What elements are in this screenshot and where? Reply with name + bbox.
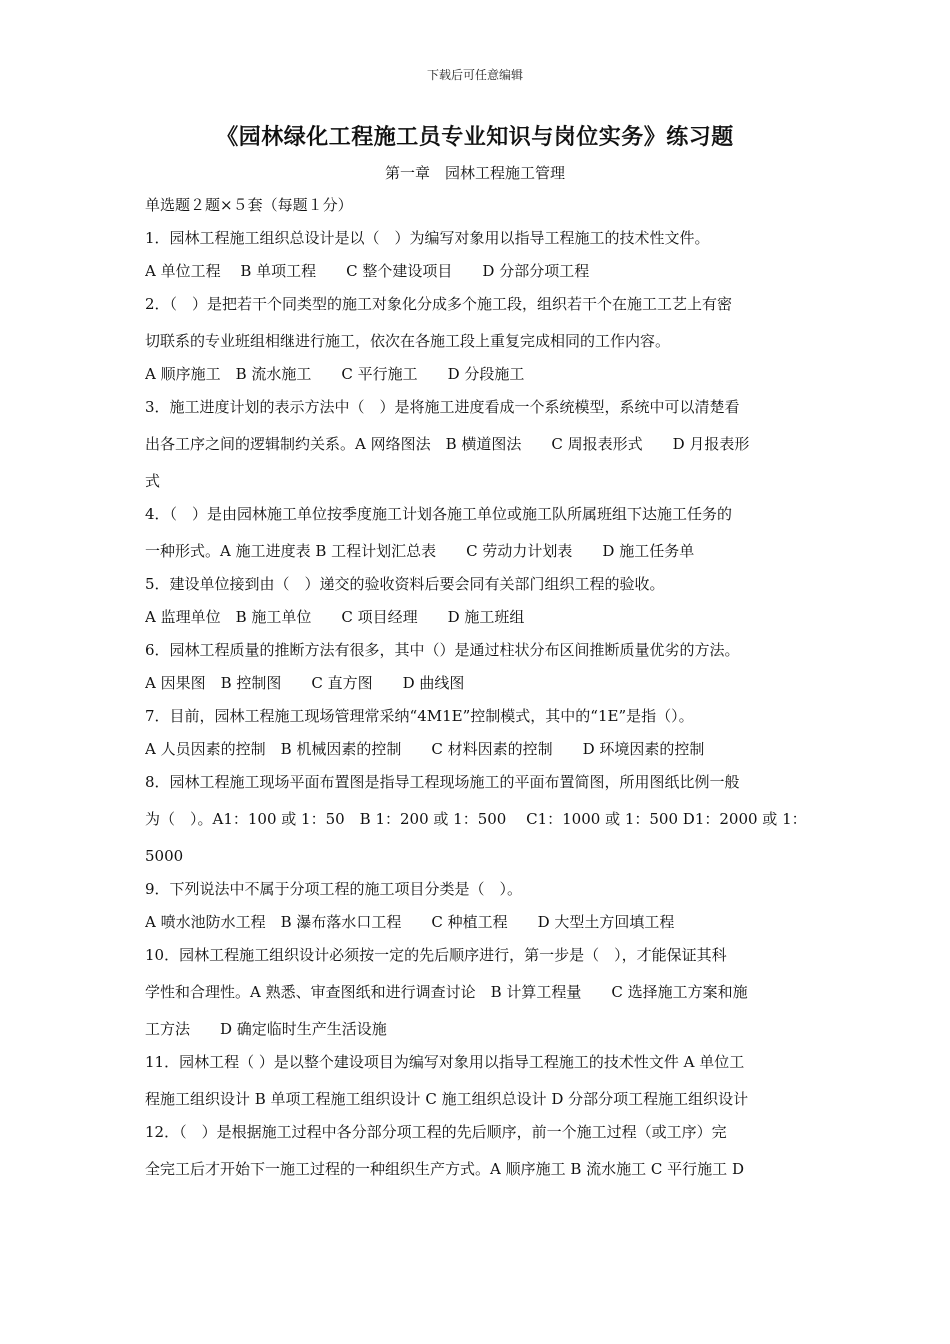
text-line: 5000	[145, 847, 184, 865]
text-line: A 喷水池防水工程 B 瀑布落水口工程 C 种植工程 D 大型土方回填工程	[145, 913, 675, 931]
text-line: A 因果图 B 控制图 C 直方图 D 曲线图	[145, 674, 465, 692]
text-line: 式	[145, 472, 161, 490]
text-line: 工方法 D 确定临时生产生活设施	[145, 1020, 387, 1038]
text-line: A 人员因素的控制 B 机械因素的控制 C 材料因素的控制 D 环境因素的控制	[145, 740, 705, 758]
document-title: 《园林绿化工程施工员专业知识与岗位实务》练习题	[216, 125, 734, 150]
text-line: 7．目前，园林工程施工现场管理常采纳“4M1E”控制模式，其中的“1E”是指（）。	[145, 707, 694, 725]
text-line: 10．园林工程施工组织设计必须按一定的先后顺序进行，第一步是（ ），才能保证其科	[145, 946, 727, 964]
text-line: A 顺序施工 B 流水施工 C 平行施工 D 分段施工	[145, 365, 525, 383]
text-line: 1．园林工程施工组织总设计是以（ ）为编写对象用以指导工程施工的技术性文件。	[145, 229, 710, 247]
page-header: 下载后可任意编辑	[426, 68, 523, 82]
text-line: 4．（ ）是由园林施工单位按季度施工计划各施工单位或施工队所属班组下达施工任务的	[145, 505, 733, 523]
text-line: 12．（ ）是根据施工过程中各分部分项工程的先后顺序，前一个施工过程（或工序）完	[145, 1123, 727, 1141]
text-line: 6．园林工程质量的推断方法有很多，其中（）是通过柱状分布区间推断质量优劣的方法。	[145, 641, 740, 659]
document-body	[145, 194, 807, 1191]
text-line: 11．园林工程（ ）是以整个建设项目为编写对象用以指导工程施工的技术性文件 A 单位工	[145, 1053, 745, 1071]
chapter-heading: 第一章 园林工程施工管理	[384, 164, 565, 182]
text-line: 一种形式。A 施工进度表 B 工程计划汇总表 C 劳动力计划表 D 施工任务单	[145, 542, 695, 560]
text-line: 9．下列说法中不属于分项工程的施工项目分类是（ ）。	[145, 880, 523, 898]
text-line: 出各工序之间的逻辑制约关系。A 网络图法 B 横道图法 C 周报表形式 D 月报表形	[145, 435, 750, 453]
text-line: A 监理单位 B 施工单位 C 项目经理 D 施工班组	[145, 608, 525, 626]
text-line: 切联系的专业班组相继进行施工，依次在各施工段上重复完成相同的工作内容。	[145, 332, 671, 350]
text-line: 5．建设单位接到由（ ）递交的验收资料后要会同有关部门组织工程的验收。	[145, 575, 665, 593]
text-line: 3．施工进度计划的表示方法中（ ）是将施工进度看成一个系统模型，系统中可以清楚看	[145, 398, 740, 416]
text-line: 学性和合理性。A 熟悉、审查图纸和进行调查讨论 B 计算工程量 C 选择施工方案和施	[145, 983, 748, 1001]
text-line: 全完工后才开始下一施工过程的一种组织生产方式。A 顺序施工 B 流水施工 C 平行施工 D	[145, 1160, 744, 1178]
text-line: 程施工组织设计 B 单项工程施工组织设计 C 施工组织总设计 D 分部分项工程施工组织设计	[145, 1090, 749, 1108]
text-line: 8．园林工程施工现场平面布置图是指导工程现场施工的平面布置简图，所用图纸比例一般	[145, 773, 740, 791]
text-line: 为（ ）。A1：100 或 1：50 B 1：200 或 1：500 C1：1000 或 1：500 D1：2000 或 1：	[145, 810, 807, 828]
text-line: 单选题２题×５套（每题１分）	[145, 196, 353, 214]
text-line: A 单位工程 B 单项工程 C 整个建设项目 D 分部分项工程	[145, 262, 590, 280]
text-line: 2．（ ）是把若干个同类型的施工对象化分成多个施工段，组织若干个在施工工艺上有密	[145, 295, 733, 313]
